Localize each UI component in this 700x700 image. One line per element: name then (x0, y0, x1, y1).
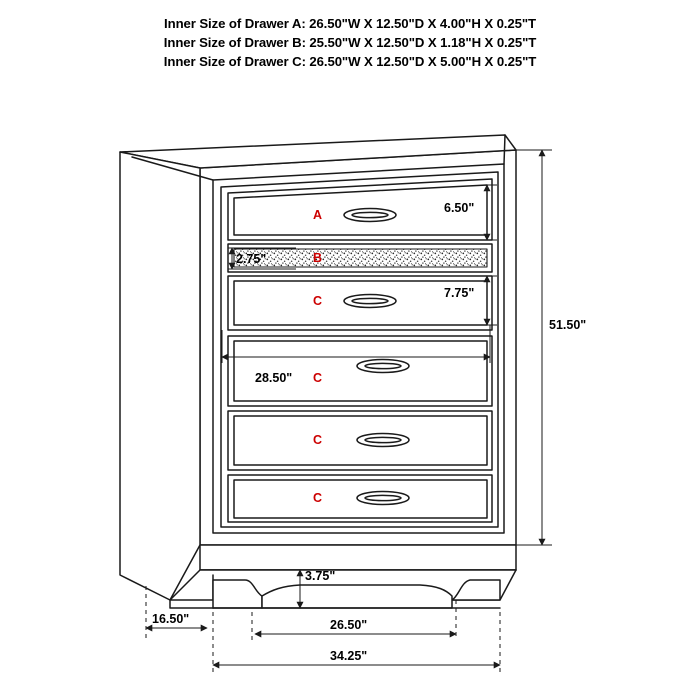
drawer-label-c2: C (313, 371, 323, 385)
dim-label-drawer-a-height: 6.50" (444, 201, 475, 215)
spec-line-drawer-b: Inner Size of Drawer B: 25.50"W X 12.50"D X 1.18"H X 0.25"T (163, 35, 537, 50)
dim-label-overall-height: 51.50" (549, 318, 587, 332)
spec-line-drawer-c: Inner Size of Drawer C: 26.50"W X 12.50"D X 5.00"H X 0.25"T (163, 54, 537, 69)
dim-label-overall-width: 34.25" (330, 649, 368, 663)
dim-label-base-width: 26.50" (330, 618, 368, 632)
drawer-label-a: A (313, 208, 323, 222)
drawer-label-c3: C (313, 433, 323, 447)
dim-label-inner-width: 28.50" (255, 371, 293, 385)
spec-line-drawer-a: Inner Size of Drawer A: 26.50"W X 12.50"D X 4.00"H X 0.25"T (164, 16, 536, 31)
drawer-label-c4: C (313, 491, 323, 505)
drawer-label-c1: C (313, 294, 323, 308)
drawer-label-b: B (313, 251, 323, 265)
dim-label-leg-height: 3.75" (305, 569, 336, 583)
dim-label-drawer-b-height: 2.75" (236, 252, 267, 266)
dim-label-depth: 16.50" (152, 612, 190, 626)
dim-label-drawer-c-height: 7.75" (444, 286, 475, 300)
